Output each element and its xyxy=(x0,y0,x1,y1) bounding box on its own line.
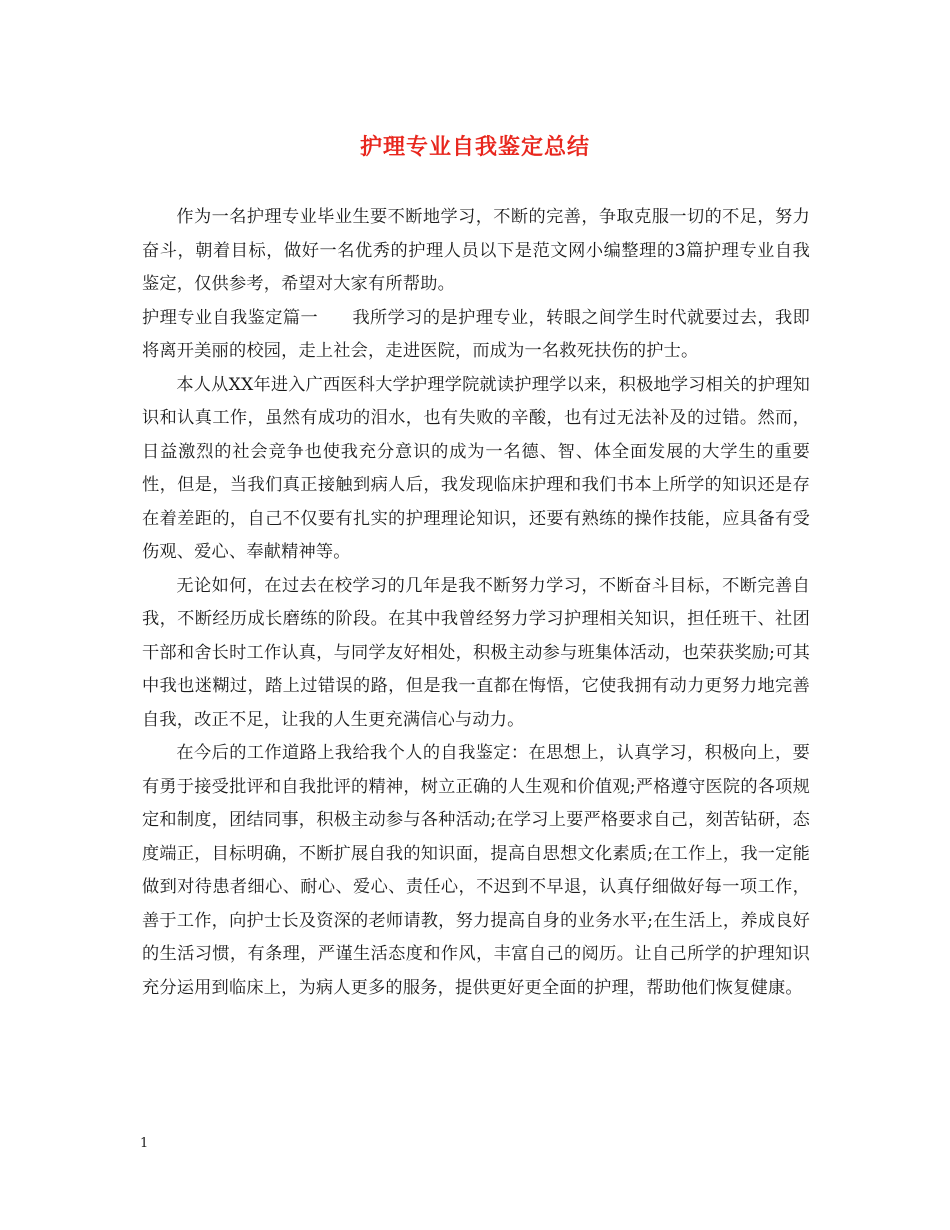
body-paragraph: 本人从XX年进入广西医科大学护理学院就读护理学以来，积极地学习相关的护理知识和认真工作，虽然有成功的泪水，也有失败的辛酸，也有过无法补及的过错。然而，日益激烈的社会竞争也使我充分意识的成为一名德、智、体全面发展的大学生的重要性，但是，当我们真正接触到病人后，我发现临床护理和我们书本上所学的知识还是存在着差距的，自己不仅要有扎实的护理理论知识，还要有熟练的操作技能，应具备有受伤观、爱心、奉献精神等。 xyxy=(142,374,810,562)
section-one-paragraph xyxy=(142,302,810,369)
body-paragraph: 无论如何，在过去在校学习的几年是我不断努力学习，不断奋斗目标，不断完善自我，不断经历成长磨练的阶段。在其中我曾经努力学习护理相关知识，担任班干、社团干部和舍长时工作认真，与同学友好相处，积极主动参与班集体活动，也荣获奖励;可其中我也迷糊过，踏上过错误的路，但是我一直都在悔悟，它使我拥有动力更努力地完善自我，改正不足，让我的人生更充满信心与动力。 xyxy=(142,575,810,730)
body-paragraph: 在今后的工作道路上我给我个人的自我鉴定：在思想上，认真学习，积极向上，要有勇于接受批评和自我批评的精神，树立正确的人生观和价值观;严格遵守医院的各项规定和制度，团结同事，积极主动参与各种活动;在学习上要严格要求自己，刻苦钻研，态度端正，目标明确，不断扩展自我的知识面，提高自思想文化素质;在工作上，我一定能做到对待患者细心、耐心、爱心、责任心，不迟到不早退，认真仔细做好每一项工作，善于工作，向护士长及资深的老师请教，努力提高自身的业务水平;在生活上，养成良好的生活习惯，有条理，严谨生活态度和作风，丰富自己的阅历。让自己所学的护理知识充分运用到临床上，为病人更多的服务，提供更好更全面的护理，帮助他们恢复健康。 xyxy=(142,743,810,998)
document-title: 护理专业自我鉴定总结 xyxy=(359,135,590,160)
document-body xyxy=(142,201,810,1005)
page-number: 1 xyxy=(140,1136,149,1151)
section-first-text: 我所学习的是护理专业，转眼之间学生时代就要过去，我即将离开美丽的校园，走上社会，走进医院，而成为一名救死扶伤的护士。 xyxy=(142,307,810,361)
section-label: 护理专业自我鉴定篇一 xyxy=(142,307,319,328)
intro-paragraph: 作为一名护理专业毕业生要不断地学习，不断的完善，争取克服一切的不足，努力奋斗，朝着目标，做好一名优秀的护理人员以下是范文网小编整理的3篇护理专业自我鉴定，仅供参考，希望对大家有所帮助。 xyxy=(142,207,810,294)
